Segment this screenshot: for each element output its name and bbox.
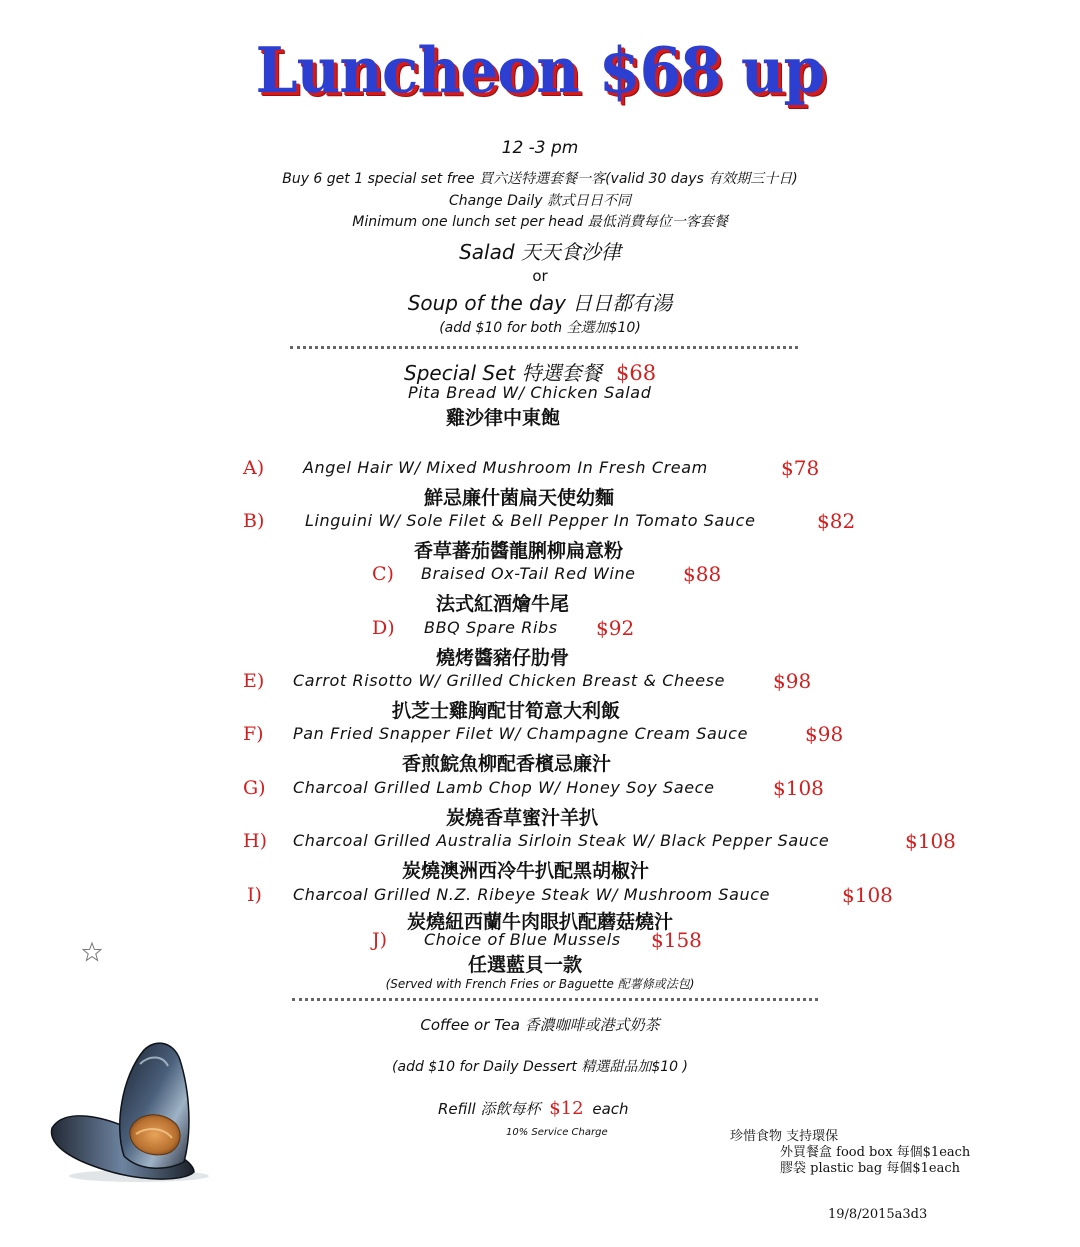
item-label: E) bbox=[243, 670, 265, 692]
soup-line: Soup of the day 日日都有湯 bbox=[407, 291, 673, 315]
divider-bottom bbox=[292, 998, 818, 1001]
item-name-en: Charcoal Grilled Australia Sirloin Steak W/ Black Pepper Sauce bbox=[293, 831, 830, 850]
or-separator: or bbox=[532, 267, 548, 285]
item-label: B) bbox=[243, 510, 265, 532]
star-icon bbox=[82, 942, 102, 962]
item-name-cn: 法式紅酒燴牛尾 bbox=[436, 593, 570, 615]
item-name-cn: 香草蕃茄醬龍脷柳扁意粉 bbox=[414, 540, 624, 562]
service-charge: 10% Service Charge bbox=[506, 1127, 608, 1138]
item-label: D) bbox=[372, 617, 395, 639]
special-set-dish-cn: 雞沙律中東飽 bbox=[446, 407, 561, 429]
item-label: F) bbox=[243, 723, 264, 745]
item-name-en: BBQ Spare Ribs bbox=[424, 618, 558, 637]
served-with-note: (Served with French Fries or Baguette 配薯條或法包) bbox=[385, 977, 695, 991]
divider-top bbox=[290, 346, 798, 349]
item-label: A) bbox=[243, 457, 265, 479]
special-set-dish-en: Pita Bread W/ Chicken Salad bbox=[408, 383, 652, 402]
special-set-name: Special Set 特選套餐 bbox=[404, 361, 602, 385]
special-set-heading bbox=[404, 357, 656, 386]
item-price: $88 bbox=[683, 562, 722, 586]
salad-line: Salad 天天食沙律 bbox=[459, 240, 621, 264]
item-price: $108 bbox=[773, 776, 824, 800]
item-name-en: Linguini W/ Sole Filet & Bell Pepper In Tomato Sauce bbox=[305, 511, 756, 530]
item-name-en: Angel Hair W/ Mixed Mushroom In Fresh Cream bbox=[303, 458, 708, 477]
item-price: $158 bbox=[651, 928, 702, 952]
change-daily-line: Change Daily 款式日日不同 bbox=[449, 193, 631, 209]
item-price: $108 bbox=[842, 883, 893, 907]
item-price: $98 bbox=[805, 722, 844, 746]
special-set-price: $68 bbox=[615, 361, 657, 385]
item-name-en: Carrot Risotto W/ Grilled Chicken Breast & Cheese bbox=[293, 671, 726, 690]
refill-price: $12 bbox=[549, 1098, 584, 1119]
item-name-cn: 鮮忌廉什菌扁天使幼麵 bbox=[424, 487, 615, 509]
item-name-cn: 香煎鯇魚柳配香檳忌廉汁 bbox=[402, 753, 612, 775]
promo-line: Buy 6 get 1 special set free 買六送特選套餐一客(valid 30 days 有效期三十日) bbox=[282, 171, 798, 187]
item-name-en: Charcoal Grilled N.Z. Ribeye Steak W/ Mushroom Sauce bbox=[293, 885, 771, 904]
item-price: $92 bbox=[596, 616, 635, 640]
eco-slogan: 珍惜食物 支持環保 bbox=[730, 1129, 839, 1144]
item-name-en: Braised Ox-Tail Red Wine bbox=[421, 564, 636, 583]
item-label: J) bbox=[372, 929, 388, 951]
item-name-en: Pan Fried Snapper Filet W/ Champagne Cream Sauce bbox=[293, 724, 749, 743]
date-code: 19/8/2015a3d3 bbox=[828, 1207, 928, 1222]
item-price: $78 bbox=[781, 456, 820, 480]
menu-title: Luncheon $68 up bbox=[255, 34, 825, 108]
item-label: H) bbox=[243, 830, 267, 852]
item-name-cn: 任選藍貝一款 bbox=[468, 954, 583, 976]
item-name-cn: 燒烤醬豬仔肋骨 bbox=[436, 647, 570, 669]
item-price: $82 bbox=[817, 509, 856, 533]
eco-plastic-bag: 膠袋 plastic bag 每個$1each bbox=[780, 1161, 960, 1176]
item-name-en: Charcoal Grilled Lamb Chop W/ Honey Soy Saece bbox=[293, 778, 715, 797]
item-label: G) bbox=[243, 777, 266, 799]
hours: 12 -3 pm bbox=[501, 138, 579, 158]
refill-line bbox=[438, 1098, 629, 1119]
refill-each: each bbox=[592, 1100, 629, 1118]
item-name-en: Choice of Blue Mussels bbox=[424, 930, 621, 949]
eco-food-box: 外買餐盒 food box 每個$1each bbox=[780, 1145, 971, 1160]
minimum-line: Minimum one lunch set per head 最低消費每位一客套餐 bbox=[352, 214, 728, 230]
item-name-cn: 炭燒澳洲西冷牛扒配黑胡椒汁 bbox=[402, 860, 650, 882]
item-name-cn: 扒芝士雞胸配甘筍意大利飯 bbox=[392, 700, 621, 722]
item-label: I) bbox=[247, 884, 262, 906]
item-name-cn: 炭燒紐西蘭牛肉眼扒配蘑菇燒汁 bbox=[407, 911, 674, 933]
item-name-cn: 炭燒香草蜜汁羊扒 bbox=[446, 807, 599, 829]
item-price: $98 bbox=[773, 669, 812, 693]
both-addon: (add $10 for both 全選加$10) bbox=[439, 320, 641, 336]
dessert-line: (add $10 for Daily Dessert 精選甜品加$10 ) bbox=[392, 1059, 688, 1075]
mussel-illustration bbox=[44, 1036, 224, 1186]
item-label: C) bbox=[372, 563, 394, 585]
item-price: $108 bbox=[905, 829, 956, 853]
coffee-tea-line: Coffee or Tea 香濃咖啡或港式奶茶 bbox=[420, 1016, 660, 1034]
refill-label: Refill 添飲每杯 bbox=[438, 1100, 541, 1118]
